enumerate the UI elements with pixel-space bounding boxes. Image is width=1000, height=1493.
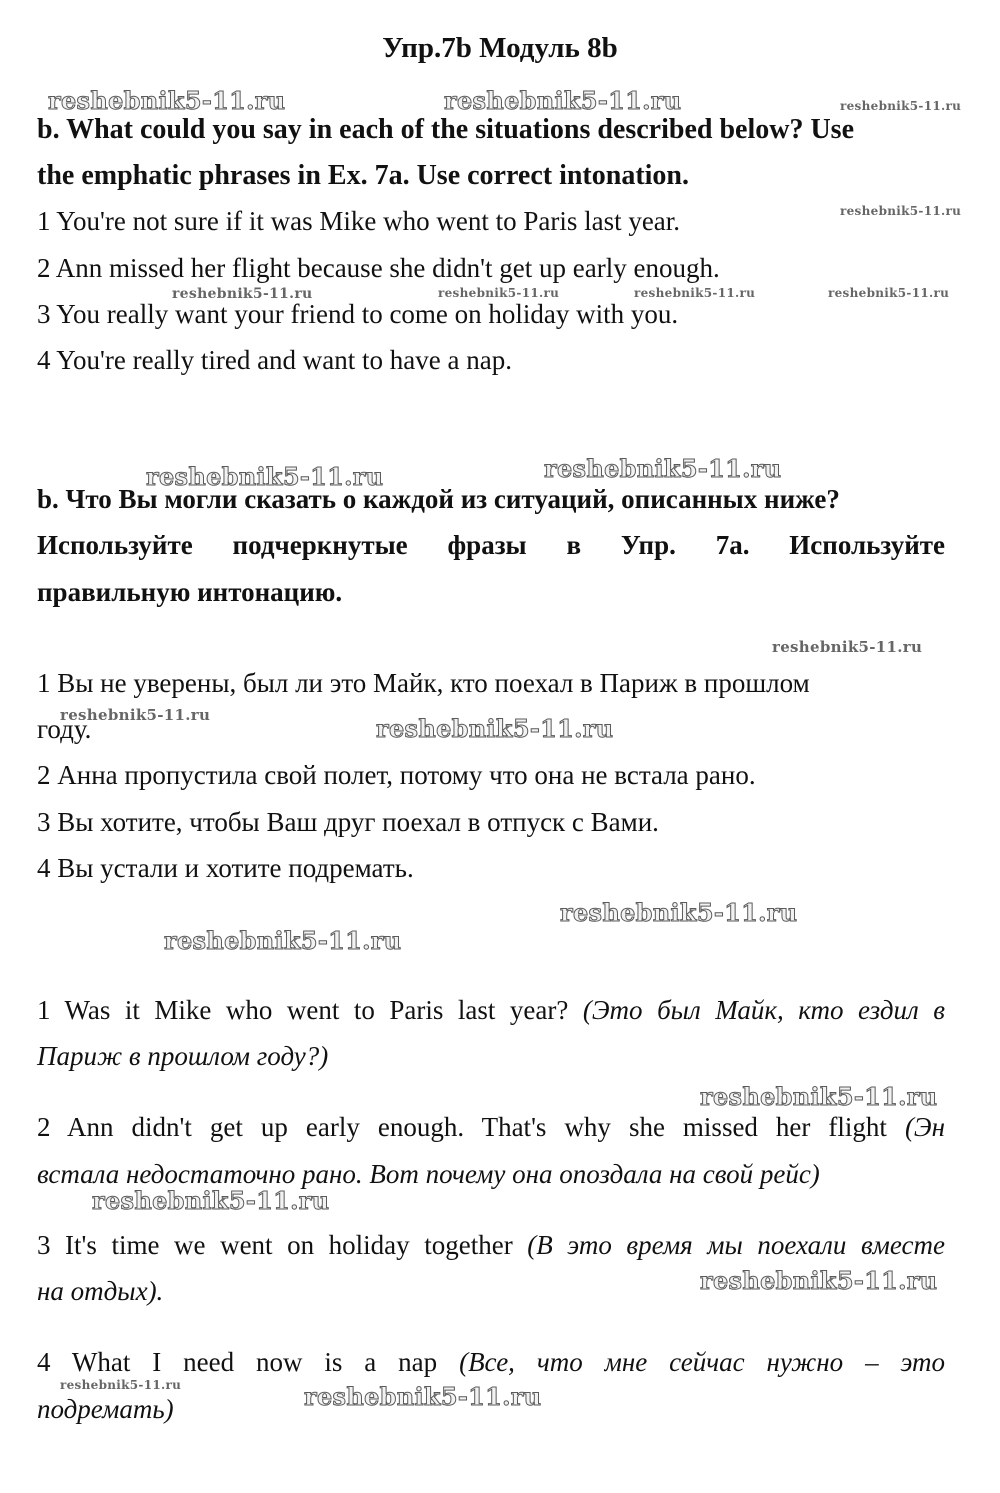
watermark: reshebnik5-11.ru — [60, 1378, 182, 1392]
watermark: reshebnik5-11.ru — [92, 1186, 330, 1215]
answer-1-line1 — [37, 995, 945, 1026]
watermark: reshebnik5-11.ru — [840, 204, 962, 218]
answer-4-translation-start: (Все, что мне сейчас нужно – это — [459, 1347, 946, 1377]
watermark: reshebnik5-11.ru — [828, 286, 950, 300]
english-item-1: 1 You're not sure if it was Mike who went to Paris last year. — [37, 206, 681, 236]
answer-2-line1 — [37, 1112, 945, 1143]
answer-4-translation-end: подремать) — [37, 1394, 174, 1424]
russian-item-1-line1: 1 Вы не уверены, был ли это Майк, кто поехал в Париж в прошлом — [37, 668, 810, 698]
answer-2-translation-start: (Эн — [904, 1112, 946, 1142]
english-item-2: 2 Ann missed her flight because she didn't get up early enough. — [37, 253, 720, 283]
answer-3-text: 3 It's time we went on holiday together — [37, 1230, 513, 1260]
watermark: reshebnik5-11.ru — [376, 714, 614, 743]
english-item-3: 3 You really want your friend to come on holiday with you. — [37, 299, 679, 329]
answer-4-line1 — [37, 1347, 945, 1378]
answer-3-translation-start: (В это время мы поехали вместе — [527, 1230, 946, 1260]
page-title: Упр.7b Модуль 8b — [382, 32, 618, 64]
answer-1-translation-start: (Это был Майк, кто ездил в — [582, 995, 945, 1025]
russian-item-4: 4 Вы устали и хотите подремать. — [37, 853, 414, 883]
watermark: reshebnik5-11.ru — [444, 86, 682, 115]
russian-item-2: 2 Анна пропустила свой полет, потому что она не встала рано. — [37, 760, 756, 790]
english-heading-line1: b. What could you say in each of the situations described below? Use — [37, 114, 855, 145]
watermark: reshebnik5-11.ru — [304, 1382, 542, 1411]
watermark: reshebnik5-11.ru — [560, 898, 798, 927]
english-heading-line2: the emphatic phrases in Ex. 7a. Use correct intonation. — [37, 160, 689, 191]
watermark: reshebnik5-11.ru — [172, 286, 313, 302]
answer-4-text: 4 What I need now is a nap — [37, 1347, 438, 1377]
watermark: reshebnik5-11.ru — [544, 454, 782, 483]
russian-item-3: 3 Вы хотите, чтобы Ваш друг поехал в отпуск с Вами. — [37, 807, 659, 837]
watermark: reshebnik5-11.ru — [700, 1082, 938, 1111]
watermark: reshebnik5-11.ru — [772, 638, 923, 656]
russian-heading-line1: b. Что Вы могли сказать о каждой из ситуаций, описанных ниже? — [37, 484, 840, 514]
watermark: reshebnik5-11.ru — [840, 99, 962, 113]
watermark: reshebnik5-11.ru — [146, 462, 384, 491]
russian-heading-line2: Используйте подчеркнутые фразы в Упр. 7а. Используйте — [37, 530, 945, 560]
watermark: reshebnik5-11.ru — [634, 286, 756, 300]
watermark: reshebnik5-11.ru — [164, 926, 402, 955]
answer-2-translation-end: встала недостаточно рано. Вот почему она опоздала на свой рейс) — [37, 1159, 820, 1189]
answer-3-translation-end: на отдых). — [37, 1276, 164, 1306]
russian-item-1-line2: году. — [37, 714, 92, 744]
answer-2-text: 2 Ann didn't get up early enough. That's why she missed her flight — [37, 1112, 887, 1142]
answer-1-translation-end: Париж в прошлом году?) — [37, 1041, 329, 1071]
russian-heading-line3: правильную интонацию. — [37, 577, 343, 607]
answer-1-text: 1 Was it Mike who went to Paris last year? — [37, 995, 569, 1025]
watermark: reshebnik5-11.ru — [48, 86, 286, 115]
watermark: reshebnik5-11.ru — [700, 1266, 938, 1295]
english-item-4: 4 You're really tired and want to have a nap. — [37, 345, 512, 375]
watermark: reshebnik5-11.ru — [60, 706, 211, 724]
watermark: reshebnik5-11.ru — [438, 286, 560, 300]
answer-3-line1 — [37, 1230, 945, 1261]
